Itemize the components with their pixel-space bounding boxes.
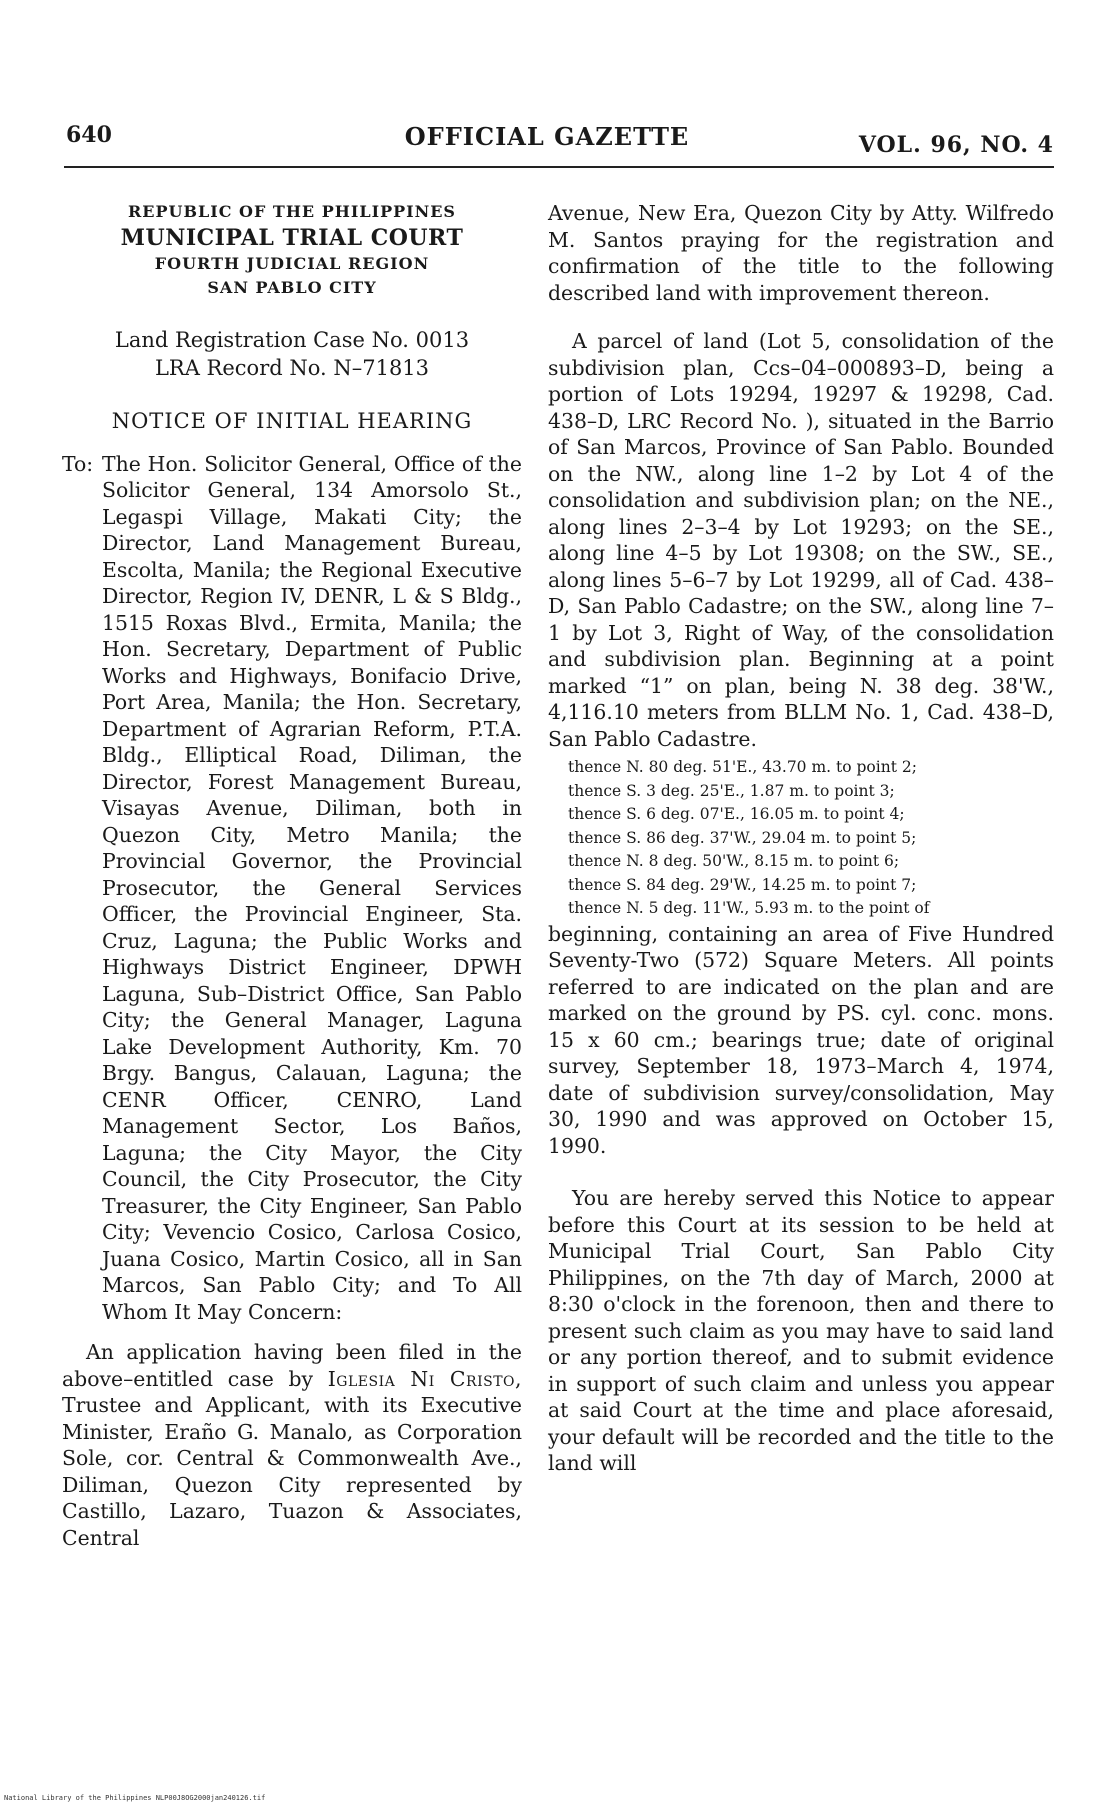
- court-name: MUNICIPAL TRIAL COURT: [120, 225, 464, 251]
- application-paragraph: [62, 1339, 522, 1551]
- bearing-line: thence S. 84 deg. 29'W., 14.25 m. to point 7;: [568, 875, 917, 894]
- lra-record-number: LRA Record No. N–71813: [154, 356, 430, 380]
- court-city: SAN PABLO CITY: [207, 278, 377, 297]
- republic-line: REPUBLIC OF THE PHILIPPINES: [128, 202, 456, 221]
- right-column: [548, 200, 1054, 1497]
- bearing-line: thence N. 8 deg. 50'W., 8.15 m. to point 6;: [568, 852, 900, 870]
- left-column: [62, 200, 522, 1551]
- application-text-start: An application having been filed in the above–entitled case by: [62, 1340, 522, 1391]
- scan-source-footer: National Library of the Philippines NLP00J8OG2000jan240126.tif: [4, 1794, 266, 1802]
- bearing-line: thence S. 6 deg. 07'E., 16.05 m. to point 4;: [568, 805, 905, 823]
- judicial-region: FOURTH JUDICIAL REGION: [154, 254, 430, 273]
- to-label: To:: [62, 451, 94, 476]
- bearing-line: thence N. 80 deg. 51'E., 43.70 m. to point 2;: [568, 758, 917, 776]
- application-text-left-part: Trustee and Applicant, with its Executive Minister, Eraño G. Manalo, as Corporation Sole, cor. Central & Commonwealth Ave., Diliman, Quezon City represented by Castillo, Lazaro, Tuazon & Associates, Central: [62, 1393, 522, 1550]
- applicant-name: Iglesia Ni Cristo,: [327, 1366, 522, 1391]
- parcel-description: A parcel of land (Lot 5, consolidation of the subdivision plan, Ccs–04–000893–D, being a portion of Lots 19294, 19297 & 19298, Cad. 438–D, LRC Record No. ), situated in the Barrio of San Marcos, Province of San Pablo. Bounded on the NW., along line 1–2 by Lot 4 of the consolidation and subdivision plan; on the NE., along lines 2–3–4 by Lot 19293; on the SE., along line 4–5 by Lot 19308; on the SW., SE., along lines 5–6–7 by Lot 19299, all of Cad. 438–D, San Pablo Cadastre; on the SW., along line 7–1 by Lot 3, Right of Way, of the consolidation and subdivision plan. Beginning at a point marked “1” on plan, being N. 38 deg. 38'W., 4,116.10 meters from BLLM No. 1, Cad. 438–D, San Pablo Cadastre.: [548, 329, 1054, 751]
- bearing-line: thence N. 5 deg. 11'W., 5.93 m. to the point of: [568, 899, 930, 917]
- publication-title: OFFICIAL GAZETTE: [404, 122, 690, 151]
- header-rule: [64, 166, 1054, 168]
- bearing-line: thence S. 3 deg. 25'E., 1.87 m. to point 3;: [568, 781, 895, 800]
- bearing-line: thence S. 86 deg. 37'W., 29.04 m. to point 5;: [568, 828, 917, 847]
- volume-number: VOL. 96, NO. 4: [858, 132, 1054, 158]
- addressee-block: [62, 451, 522, 1326]
- parcel-closing: beginning, containing an area of Five Hundred Seventy-Two (572) Square Meters. All points referred to are indicated on the plan and are marked on the ground by PS. cyl. conc. mons. 15 x 60 cm.; bearings true; date of original survey, September 18, 1973–March 4, 1974, date of subdivision survey/consolidation, May 30, 1990 and was approved on October 15, 1990.: [548, 921, 1054, 1158]
- bearings-table: [568, 756, 1054, 921]
- application-text-right-part: Avenue, New Era, Quezon City by Atty. Wilfredo M. Santos praying for the registration and confirmation of the title to the following described land with improvement thereon.: [548, 201, 1054, 305]
- served-notice-paragraph: You are hereby served this Notice to appear before this Court at its session to be held at Municipal Trial Court, San Pablo City Philippines, on the 7th day of March, 2000 at 8:30 o'clock in the forenoon, then and there to present such claim as you may have to said land or any portion thereof, and to submit evidence in support of such claim and unless you appear at said Court at the time and place aforesaid, your default will be recorded and the title to the land will: [548, 1186, 1054, 1475]
- addressee-list: The Hon. Solicitor General, Office of the Solicitor General, 134 Amorsolo St., Legaspi Village, Makati City; the Director, Land Management Bureau, Escolta, Manila; the Regional Executive Director, Region IV, DENR, L & S Bldg., 1515 Roxas Blvd., Ermita, Manila; the Hon. Secretary, Department of Public Works and Highways, Bonifacio Drive, Port Area, Manila; the Hon. Secretary, Department of Agrarian Reform, P.T.A. Bldg., Elliptical Road, Diliman, the Director, Forest Management Bureau, Visayas Avenue, Diliman, both in Quezon City, Metro Manila; the Provincial Governor, the Provincial Prosecutor, the General Services Officer, the Provincial Engineer, Sta. Cruz, Laguna; the Public Works and Highways District Engineer, DPWH Laguna, Sub–District Office, San Pablo City; the General Manager, Laguna Lake Development Authority, Km. 70 Brgy. Bangus, Calauan, Laguna; the CENR Officer, CENRO, Land Management Sector, Los Baños, Laguna; the City Mayor, the City Council, the City Prosecutor, the City Treasurer, the City Engineer, San Pablo City; Vevencio Cosico, Carlosa Cosico, Juana Cosico, Martin Cosico, all in San Marcos, San Pablo City; and To All Whom It May Concern:: [102, 451, 522, 1324]
- notice-heading: NOTICE OF INITIAL HEARING: [111, 409, 473, 433]
- page-number: 640: [66, 122, 112, 148]
- case-number: Land Registration Case No. 0013: [114, 328, 470, 352]
